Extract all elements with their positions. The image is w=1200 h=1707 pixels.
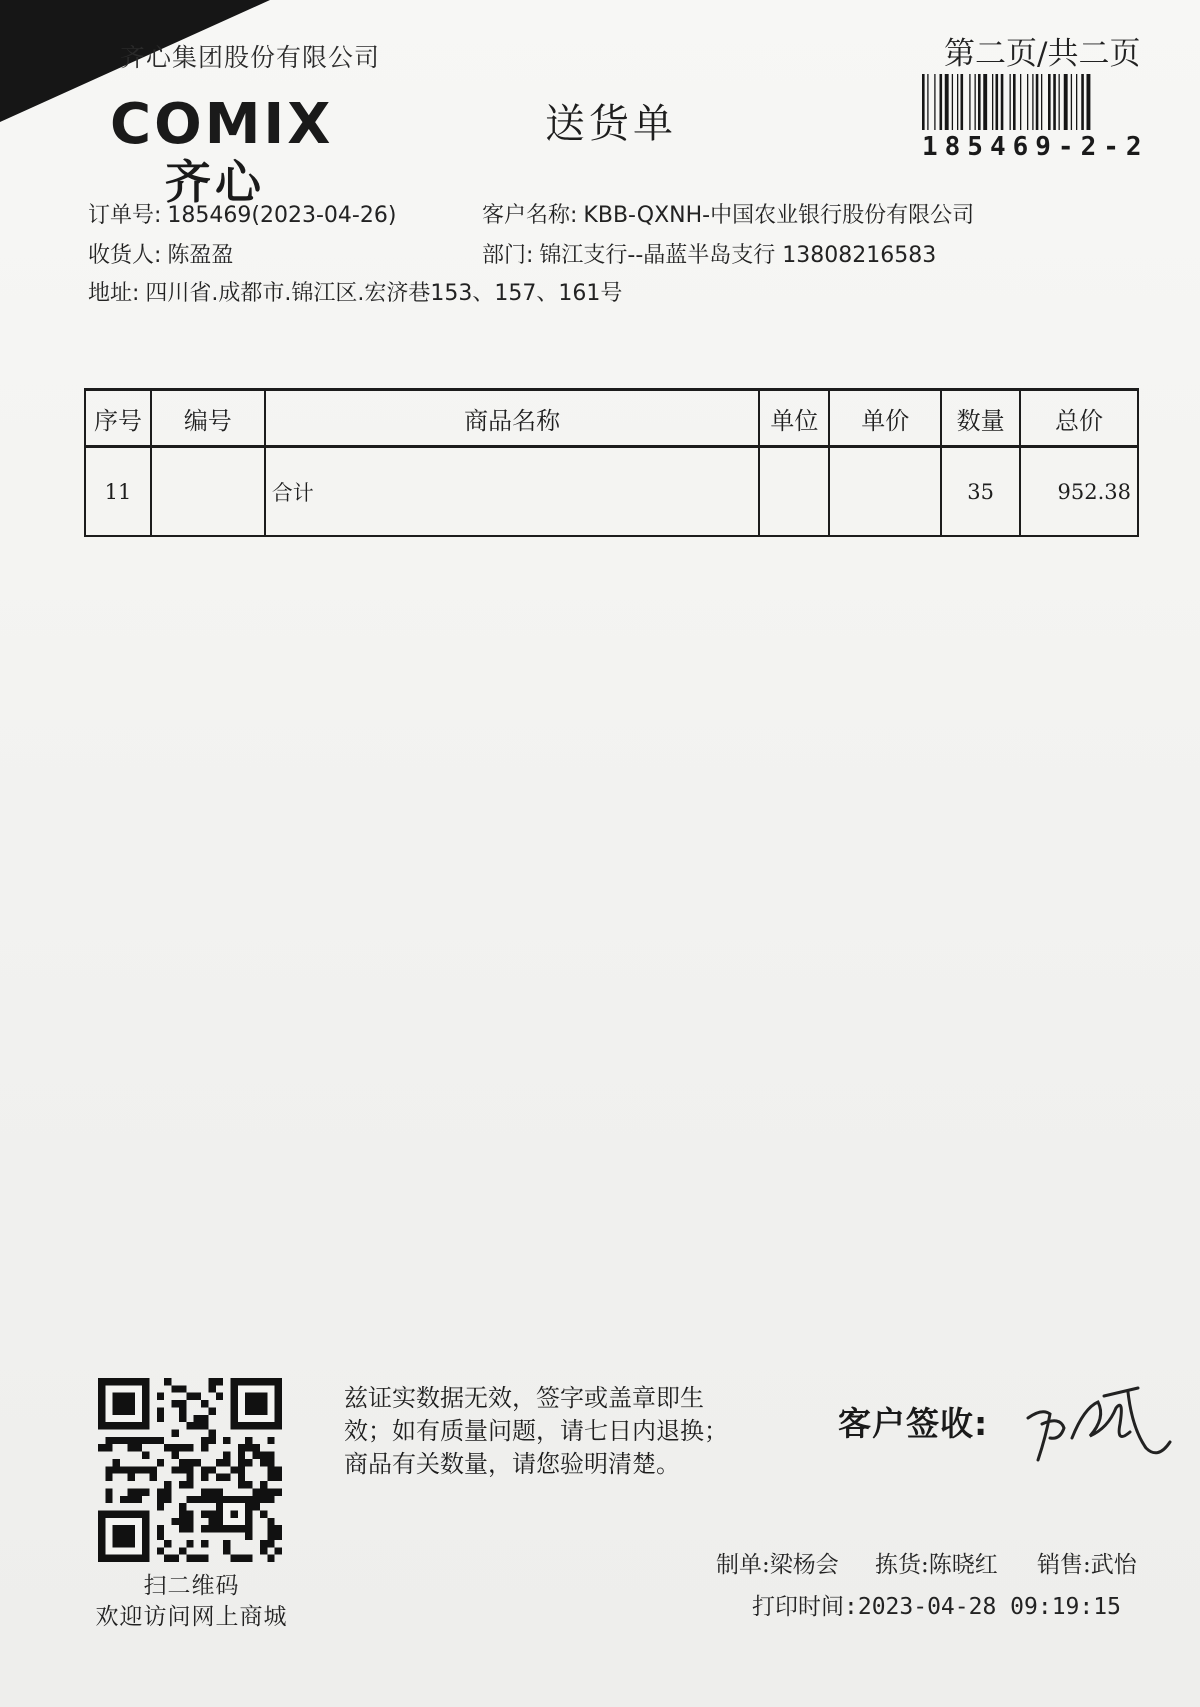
cell-unit-price bbox=[829, 447, 941, 537]
header-product-name: 商品名称 bbox=[265, 390, 760, 447]
cell-product-name: 合计 bbox=[265, 447, 760, 537]
document-title: 送货单 bbox=[545, 101, 677, 147]
notice-line: 效；如有质量问题，请七日内退换； bbox=[344, 1417, 728, 1445]
department-line bbox=[482, 238, 936, 269]
cell-quantity: 35 bbox=[941, 447, 1020, 537]
qr-caption-mall: 欢迎访问网上商城 bbox=[95, 1604, 288, 1630]
department-label: 部门: bbox=[482, 243, 534, 268]
customer-line bbox=[482, 198, 974, 229]
address-value: 四川省.成都市.锦江区.宏济巷153、157、161号 bbox=[145, 281, 623, 306]
cell-unit bbox=[759, 447, 829, 537]
notice-line: 商品有关数量，请您验明清楚。 bbox=[344, 1450, 680, 1478]
order-number-label: 订单号: bbox=[88, 203, 162, 228]
notice-text bbox=[344, 1382, 764, 1481]
header-total: 总价 bbox=[1020, 390, 1138, 447]
maker-info: 制单:梁杨会 bbox=[716, 1552, 839, 1578]
header-quantity: 数量 bbox=[941, 390, 1020, 447]
address-label: 地址: bbox=[88, 281, 140, 306]
customer-value: KBB-QXNH-中国农业银行股份有限公司 bbox=[583, 203, 975, 228]
barcode-number: 185469-2-2 bbox=[922, 132, 1149, 162]
picker-info: 拣货:陈晓红 bbox=[875, 1552, 998, 1578]
department-value: 锦江支行--晶蓝半岛支行 13808216583 bbox=[539, 243, 937, 268]
receiver-line bbox=[88, 238, 233, 269]
order-number-value: 185469(2023-04-26) bbox=[167, 203, 397, 228]
barcode bbox=[920, 74, 1132, 130]
receiver-label: 收货人: bbox=[88, 243, 162, 268]
qr-caption-scan: 扫二维码 bbox=[143, 1573, 240, 1599]
order-number-line bbox=[88, 198, 396, 229]
qr-code bbox=[98, 1378, 282, 1562]
cell-seq: 11 bbox=[85, 447, 151, 537]
table-header-row bbox=[85, 390, 1138, 447]
customer-label: 客户名称: bbox=[482, 203, 578, 228]
print-time: 打印时间:2023-04-28 09:19:15 bbox=[752, 1594, 1121, 1620]
table-row bbox=[85, 447, 1138, 537]
company-name: 齐心集团股份有限公司 bbox=[120, 43, 381, 72]
notice-line: 兹证实数据无效，签字或盖章即生 bbox=[344, 1384, 704, 1412]
brand-logo-en: COMIX bbox=[110, 92, 334, 157]
header-unit-price: 单价 bbox=[829, 390, 941, 447]
receiver-value: 陈盈盈 bbox=[167, 243, 234, 268]
page-indicator: 第二页/共二页 bbox=[944, 36, 1141, 72]
header-unit: 单位 bbox=[759, 390, 829, 447]
header-seq: 序号 bbox=[85, 390, 151, 447]
items-table bbox=[84, 388, 1139, 537]
header-code: 编号 bbox=[151, 390, 265, 447]
sales-info: 销售:武怡 bbox=[1037, 1552, 1137, 1578]
customer-sign-label: 客户签收: bbox=[838, 1404, 989, 1443]
cell-total: 952.38 bbox=[1020, 447, 1138, 537]
cell-code bbox=[151, 447, 265, 537]
address-line bbox=[88, 276, 622, 307]
handwritten-signature bbox=[1020, 1378, 1180, 1478]
brand-logo-zh: 齐心 bbox=[165, 155, 265, 209]
